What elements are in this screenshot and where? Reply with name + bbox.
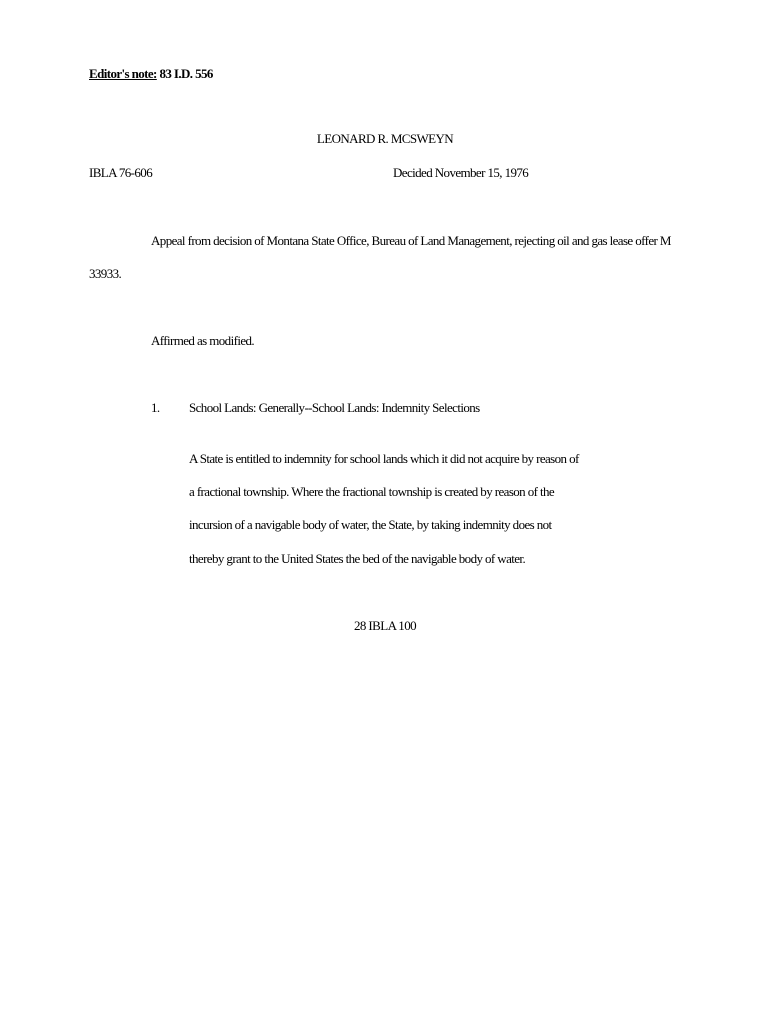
headnote-line-2: a fractional township. Where the fractional township is created by reason of the bbox=[189, 484, 555, 499]
headnote-topic: School Lands: Generally--School Lands: Indemnity Selections bbox=[189, 400, 480, 415]
appeal-line-2: 33933. bbox=[89, 266, 122, 281]
editors-note bbox=[89, 66, 213, 82]
disposition: Affirmed as modified. bbox=[151, 333, 255, 348]
editors-note-label: Editor's note: bbox=[89, 66, 157, 81]
editors-note-citation: 83 I.D. 556 bbox=[159, 66, 213, 81]
page-footer: 28 IBLA 100 bbox=[353, 618, 416, 633]
headnote-number: 1. bbox=[151, 400, 160, 415]
headnote-line-4: thereby grant to the United States the bed of the navigable body of water. bbox=[189, 551, 526, 566]
headnote-line-3: incursion of a navigable body of water, the State, by taking indemnity does not bbox=[189, 517, 552, 532]
case-name: LEONARD R. MCSWEYN bbox=[316, 131, 454, 146]
docket-number: IBLA 76-606 bbox=[89, 165, 153, 180]
appeal-line-1: Appeal from decision of Montana State Office, Bureau of Land Management, rejecting oil and gas lease offer M bbox=[151, 233, 671, 248]
decision-date: Decided November 15, 1976 bbox=[393, 165, 529, 180]
headnote-line-1: A State is entitled to indemnity for school lands which it did not acquire by reason of bbox=[189, 451, 579, 466]
